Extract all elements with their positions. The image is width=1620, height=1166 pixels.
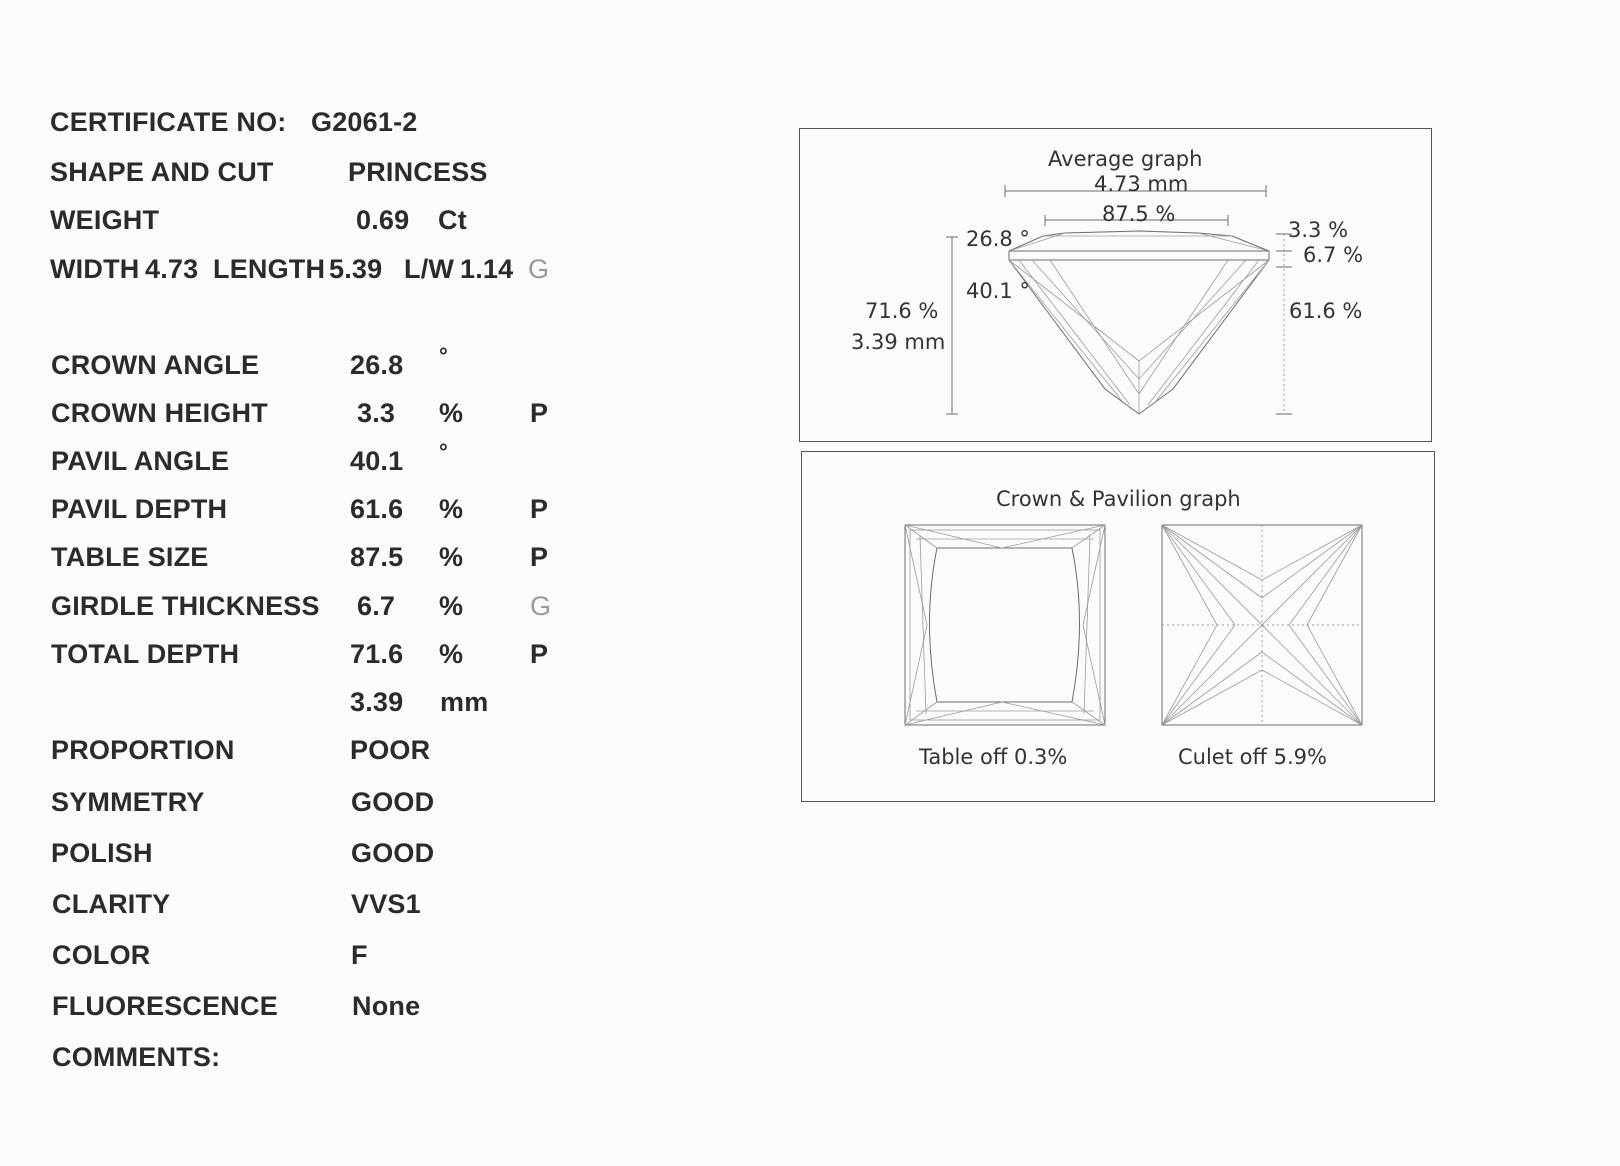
table-pct-label: 87.5 % bbox=[1102, 202, 1176, 226]
measurement-unit: % bbox=[439, 639, 464, 669]
grade-label: PROPORTION bbox=[51, 735, 235, 765]
pavilion-depth-label: 61.6 % bbox=[1289, 299, 1363, 323]
measurement-value: 26.8 bbox=[350, 350, 404, 380]
grade-label: COLOR bbox=[52, 940, 151, 970]
measurement-grade: P bbox=[530, 542, 549, 572]
pavilion-view bbox=[1162, 525, 1362, 725]
length-label: LENGTH bbox=[213, 254, 326, 284]
average-graph-panel bbox=[799, 128, 1432, 442]
table-facet bbox=[930, 548, 1080, 702]
width-value: 4.73 bbox=[145, 254, 199, 284]
total-depth-pct-label: 71.6 % bbox=[865, 299, 939, 323]
lw-value: 1.14 bbox=[460, 254, 514, 284]
measurement-value: 6.7 bbox=[357, 591, 396, 621]
grade-label: SYMMETRY bbox=[51, 787, 205, 817]
measurement-label: CROWN ANGLE bbox=[51, 350, 260, 380]
measurement-unit: mm bbox=[440, 687, 489, 717]
certificate-number: G2061-2 bbox=[311, 107, 418, 137]
average-graph-title: Average graph bbox=[1048, 147, 1203, 171]
grade-label: FLUORESCENCE bbox=[52, 991, 278, 1021]
weight-label: WEIGHT bbox=[50, 205, 160, 235]
width-mm-label: 4.73 mm bbox=[1094, 172, 1189, 196]
measurement-label: TOTAL DEPTH bbox=[51, 639, 240, 669]
measurement-label: CROWN HEIGHT bbox=[51, 398, 268, 428]
measurement-unit: ° bbox=[439, 343, 448, 368]
measurement-value: 3.39 bbox=[350, 687, 404, 717]
measurement-unit: % bbox=[439, 494, 464, 524]
shape-label: SHAPE AND CUT bbox=[50, 157, 274, 187]
measurement-value: 3.3 bbox=[357, 398, 396, 428]
measurement-grade: P bbox=[530, 398, 549, 428]
culet-off-label: Culet off 5.9% bbox=[1178, 745, 1327, 769]
crown-outline-square bbox=[905, 525, 1105, 725]
total-depth-mm-label: 3.39 mm bbox=[851, 330, 946, 354]
crown-view bbox=[905, 525, 1105, 725]
shape-value: PRINCESS bbox=[348, 157, 488, 187]
width-label: WIDTH bbox=[50, 254, 140, 284]
measurement-unit: ° bbox=[439, 439, 448, 464]
grade-value: POOR bbox=[350, 735, 431, 765]
measurement-value: 87.5 bbox=[350, 542, 404, 572]
measurement-grade: P bbox=[530, 639, 549, 669]
weight-value: 0.69 bbox=[356, 205, 410, 235]
grade-value: VVS1 bbox=[351, 889, 421, 919]
measurement-label: PAVIL DEPTH bbox=[51, 494, 228, 524]
measurement-value: 40.1 bbox=[350, 446, 404, 476]
comments-label: COMMENTS: bbox=[52, 1042, 221, 1072]
grade-value: None bbox=[352, 991, 421, 1021]
crown-pavilion-graph-panel bbox=[801, 451, 1435, 802]
grade-value: GOOD bbox=[351, 838, 435, 868]
measurement-unit: % bbox=[439, 398, 464, 428]
grade-label: POLISH bbox=[51, 838, 153, 868]
grade-label: CLARITY bbox=[52, 889, 171, 919]
measurement-unit: % bbox=[439, 591, 464, 621]
lw-grade: G bbox=[528, 254, 550, 284]
measurement-grade: P bbox=[530, 494, 549, 524]
grade-value: GOOD bbox=[351, 787, 435, 817]
measurement-grade: G bbox=[530, 591, 552, 621]
measurement-unit: % bbox=[439, 542, 464, 572]
measurement-label: GIRDLE THICKNESS bbox=[51, 591, 320, 621]
weight-unit: Ct bbox=[438, 205, 467, 235]
crown-pavilion-title: Crown & Pavilion graph bbox=[996, 487, 1241, 511]
crown-height-label: 3.3 % bbox=[1288, 218, 1349, 242]
measurement-value: 61.6 bbox=[350, 494, 404, 524]
grade-value: F bbox=[351, 940, 368, 970]
girdle-pct-label: 6.7 % bbox=[1303, 243, 1364, 267]
table-off-label: Table off 0.3% bbox=[919, 745, 1068, 769]
lw-label: L/W bbox=[404, 254, 455, 284]
length-value: 5.39 bbox=[329, 254, 383, 284]
pavilion-angle-label: 40.1 ° bbox=[966, 279, 1030, 303]
crown-angle-label: 26.8 ° bbox=[966, 227, 1030, 251]
measurement-label: PAVIL ANGLE bbox=[51, 446, 230, 476]
certificate-label: CERTIFICATE NO: bbox=[50, 107, 287, 137]
measurement-label: TABLE SIZE bbox=[51, 542, 209, 572]
measurement-value: 71.6 bbox=[350, 639, 404, 669]
